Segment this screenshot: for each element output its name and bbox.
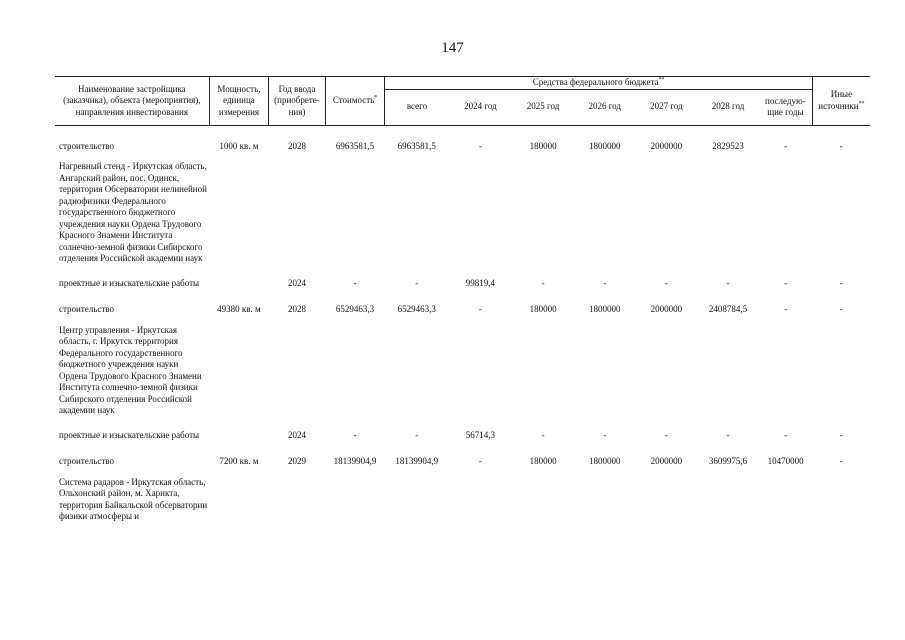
row-capacity	[209, 277, 269, 296]
row-2027: -	[664, 277, 668, 288]
row-year: 2028	[287, 140, 306, 151]
row-2024: -	[478, 140, 482, 151]
table-row	[55, 277, 870, 296]
header-year: Год ввода (приобрете-ния)	[269, 77, 326, 126]
row-later-years: -	[784, 304, 788, 314]
header-2025: 2025 год	[512, 89, 574, 125]
row-name: строительство	[59, 456, 114, 466]
row-total: 6963581,5	[397, 140, 436, 151]
object-description: Система радаров - Иркутская область, Ольхонский район, м. Харикта, территория Байкальской обсерватории физики атмосферы и	[59, 476, 208, 521]
row-other-sources: -	[839, 277, 843, 288]
row-2026: 1800000	[588, 304, 621, 314]
object-description: Центр управления - Иркутская область, г. Иркутск территория Федерального государственного бюджетного учреждения науки Ордена Трудового Красного Знамени Института солнечно-земной физики Сибирского отделения Российской академии наук	[59, 324, 202, 415]
row-later-years: -	[784, 429, 788, 440]
header-name: Наименование застройщика (заказчика), объекта (мероприятия), направления инвестирования	[55, 77, 209, 126]
row-2026: -	[603, 429, 607, 440]
header-other-sources: Иные источники**	[812, 77, 870, 126]
header-2024: 2024 год	[449, 89, 513, 125]
row-total: -	[415, 429, 419, 440]
row-2027: 2000000	[650, 304, 683, 314]
table-body	[55, 125, 870, 535]
row-2026: 1800000	[588, 140, 621, 151]
row-other-sources: -	[839, 304, 843, 314]
page-number: 147	[441, 40, 464, 56]
row-name: строительство	[59, 140, 114, 151]
object-description-row	[55, 325, 870, 429]
table-row	[55, 447, 870, 477]
row-year: 2029	[287, 456, 306, 466]
object-description: Нагревный стенд - Иркутская область, Ангарский район, пос. Одинск, территория Обсерватории нелинейной радиофизики Федерального государственного бюджетного учреждения науки Ордена Трудового Красного Знамени Института солнечно-земной физики Сибирского отделения Российской академии наук	[59, 161, 207, 263]
row-2027: 2000000	[650, 140, 683, 151]
row-2024: 99819,4	[465, 277, 496, 288]
row-2025: 180000	[529, 140, 557, 151]
table-row	[55, 132, 870, 162]
row-2027: -	[664, 429, 668, 440]
row-total: 6529463,3	[397, 304, 436, 314]
row-2028: -	[726, 429, 730, 440]
row-capacity: 49380 кв. м	[217, 304, 261, 314]
row-later-years: -	[784, 140, 788, 151]
header-2027: 2027 год	[636, 89, 698, 125]
row-later-years: 10470000	[767, 456, 804, 466]
object-description-row	[55, 477, 870, 535]
row-cost: 18139904,9	[333, 456, 377, 466]
row-2028: -	[726, 277, 730, 288]
row-2028: 2829523	[712, 140, 744, 151]
row-name: строительство	[59, 304, 114, 314]
header-2026: 2026 год	[574, 89, 636, 125]
row-capacity: 7200 кв. м	[219, 456, 259, 466]
row-capacity	[209, 429, 269, 448]
row-other-sources: -	[839, 429, 843, 440]
row-cost: 6963581,5	[335, 140, 375, 151]
row-2025: -	[541, 429, 545, 440]
row-2025: -	[541, 277, 545, 288]
row-2025: 180000	[529, 456, 557, 466]
row-cost: -	[353, 277, 357, 288]
budget-table	[55, 76, 870, 535]
table-header	[55, 77, 870, 126]
header-federal-budget: Средства федерального бюджета**	[385, 77, 813, 90]
row-2028: 3609975,6	[708, 456, 748, 466]
row-2027: 2000000	[650, 456, 683, 466]
row-2025: 180000	[529, 304, 557, 314]
table-row	[55, 429, 870, 448]
row-other-sources: -	[839, 140, 843, 151]
header-capacity: Мощность, единица измерения	[209, 77, 269, 126]
row-year: 2024	[287, 277, 306, 288]
row-2026: 1800000	[588, 456, 621, 466]
row-2026: -	[603, 277, 607, 288]
row-later-years: -	[784, 277, 788, 288]
header-cost: Стоимость*	[325, 77, 385, 126]
row-2024: -	[478, 456, 482, 466]
row-total: 18139904,9	[395, 456, 439, 466]
row-total: -	[415, 277, 419, 288]
table-row	[55, 295, 870, 325]
header-later-years: последую-щие годы	[759, 89, 812, 125]
row-2028: 2408784,5	[708, 304, 748, 314]
object-description-row	[55, 161, 870, 277]
row-capacity: 1000 кв. м	[219, 140, 259, 151]
row-2024: -	[478, 304, 482, 314]
row-name: проектные и изыскательские работы	[59, 277, 200, 288]
row-other-sources: -	[839, 456, 843, 466]
row-2024: 56714,3	[465, 429, 496, 440]
row-name: проектные и изыскательские работы	[59, 429, 200, 440]
row-cost: 6529463,3	[335, 304, 375, 314]
header-total: всего	[385, 89, 449, 125]
row-cost: -	[353, 429, 357, 440]
row-year: 2028	[287, 304, 306, 314]
header-2028: 2028 год	[697, 89, 759, 125]
row-year: 2024	[287, 429, 306, 440]
